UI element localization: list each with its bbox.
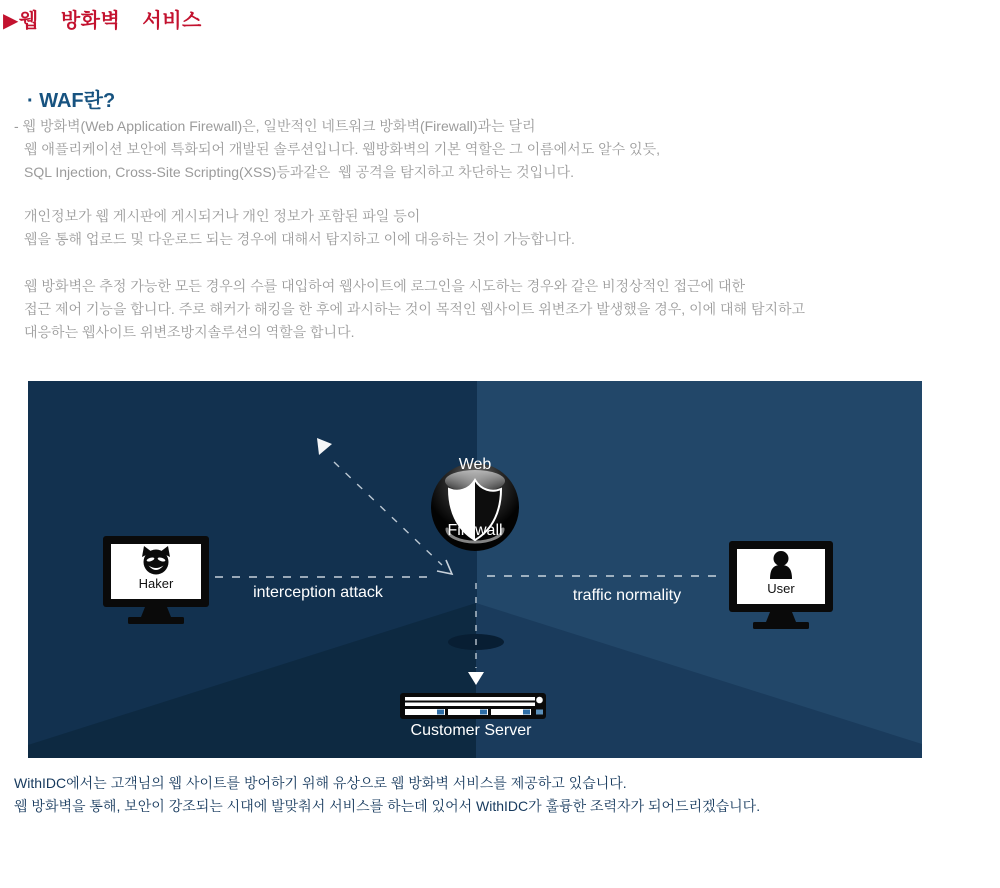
firewall-label-line1: Web (458, 456, 492, 473)
paragraph-line: 개인정보가 웹 게시판에 게시되거나 개인 정보가 포함된 파일 등이 (24, 208, 421, 224)
paragraph-line: 접근 제어 기능을 합니다. 주로 해커가 해킹을 한 후에 과시하는 것이 목적인 웹사이트 위변조가 발생했을 경우, 이에 대해 탐지하고 (24, 301, 806, 317)
paragraph-line: SQL Injection, Cross-Site Scripting(XSS)등과같은 웹 공격을 탐지하고 차단하는 것입니다. (24, 164, 575, 180)
paragraph-line: 대응하는 웹사이트 위변조방지솔루션의 역할을 합니다. (24, 324, 355, 340)
paragraph-line: - 웹 방화벽(Web Application Firewall)은, 일반적인 네트워크 방화벽(Firewall)과는 달리 (14, 118, 536, 134)
footer-line: 웹 방화벽을 통해, 보안이 강조되는 시대에 발맞춰서 서비스를 하는데 있어서 WithIDC가 훌륭한 조력자가 되어드리겠습니다. (14, 798, 761, 814)
waf-paragraph-1 (14, 115, 660, 184)
attacker-label: Haker (138, 576, 174, 591)
interception-attack-label: interception attack (253, 584, 383, 601)
section-heading-waf: · WAF란? (27, 90, 116, 112)
firewall-label (395, 410, 555, 586)
paragraph-line: 웹을 통해 업로드 및 다운로드 되는 경우에 대해서 탐지하고 이에 대응하는 것이 가능합니다. (24, 231, 575, 247)
footer-line: WithIDC에서는 고객님의 웹 사이트를 방어하기 위해 유상으로 웹 방화벽 서비스를 제공하고 있습니다. (14, 775, 627, 791)
server-rack-icon (400, 693, 546, 719)
withidc-footer-text (14, 772, 760, 818)
user-label: User (767, 581, 795, 596)
waf-paragraph-2 (24, 205, 575, 251)
waf-paragraph-3 (24, 275, 805, 344)
customer-server-label: Customer Server (410, 722, 532, 739)
traffic-normality-label: traffic normality (572, 587, 682, 604)
paragraph-line: 웹 애플리케이션 보안에 특화되어 개발된 솔루션입니다. 웹방화벽의 기본 역할은 그 이름에서도 알수 있듯, (24, 141, 660, 157)
page-title: ▶웹 방화벽 서비스 (3, 10, 202, 32)
paragraph-line: 웹 방화벽은 추정 가능한 모든 경우의 수를 대입하여 웹사이트에 로그인을 시도하는 경우와 같은 비정상적인 접근에 대한 (24, 278, 746, 294)
firewall-label-line2: Firewall (447, 522, 503, 539)
